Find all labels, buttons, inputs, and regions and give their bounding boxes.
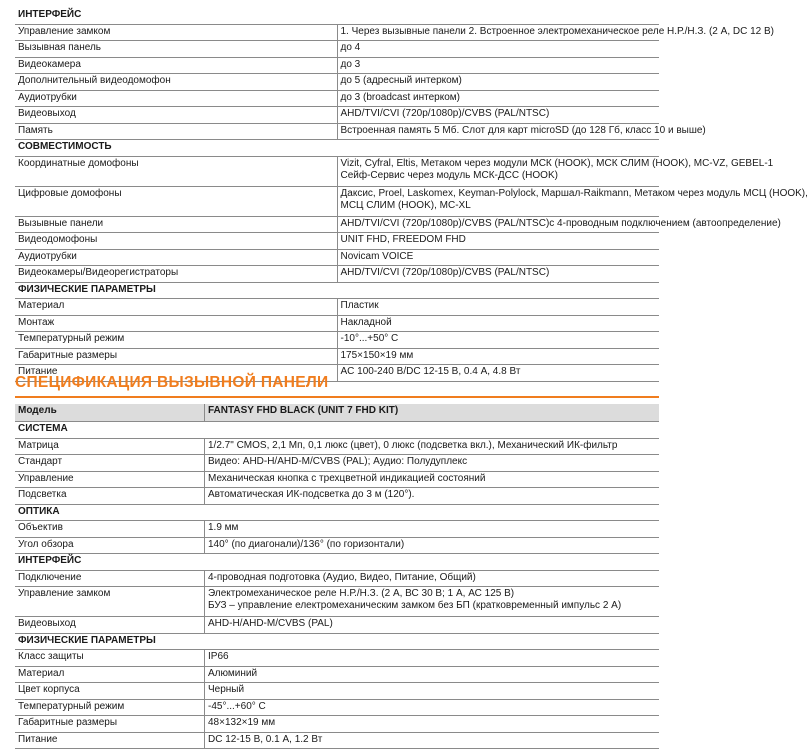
model-value: FANTASY FHD BLACK (UNIT 7 FHD KIT): [205, 404, 660, 422]
spec-value-line: -45°...+60° С: [208, 700, 266, 712]
spec-label: Аудиотрубки: [15, 90, 337, 107]
spec-row: [15, 438, 659, 455]
spec-label: Цифровые домофоны: [15, 186, 337, 216]
spec-row: [15, 315, 659, 332]
spec-label: Габаритные размеры: [15, 348, 337, 365]
spec-value-line: 4-проводная подготовка (Аудио, Видео, Питание, Общий): [208, 571, 476, 583]
spec-label: Видеокамеры/Видеорегистраторы: [15, 266, 337, 283]
spec-value-line: AHD/TVI/CVI (720p/1080p)/CVBS (PAL/NTSC)с 4-проводным подключением (автоопределение): [340, 217, 781, 229]
spec-value: [337, 186, 808, 216]
spec-row: [15, 74, 659, 91]
spec-row: [15, 233, 659, 250]
spec-label: Температурный режим: [15, 332, 337, 349]
spec-value: [205, 471, 660, 488]
spec-value: [205, 666, 660, 683]
spec-value-line: DC 12-15 В, 0.1 А, 1.2 Вт: [208, 733, 323, 745]
spec-value-line: 48×132×19 мм: [208, 717, 276, 728]
spec-label: Материал: [15, 666, 205, 683]
spec-value: [205, 683, 660, 700]
spec-value-line: Алюминий: [208, 667, 258, 679]
spec-value-line: МСЦ СЛИМ (HOOK), МС-XL: [340, 199, 471, 211]
spec-label: Питание: [15, 732, 205, 749]
spec-value: [337, 249, 659, 266]
model-row: [15, 404, 659, 422]
spec-row: [15, 666, 659, 683]
section-header-row: [15, 633, 659, 650]
spec-label: Память: [15, 123, 337, 140]
spec-row: [15, 488, 659, 505]
spec-label: Объектив: [15, 521, 205, 538]
spec-value: [337, 123, 706, 140]
spec-value-line: 175×150×19 мм: [340, 349, 414, 361]
section-title: СОВМЕСТИМОСТЬ: [15, 140, 659, 157]
spec-row: [15, 716, 659, 733]
spec-row: [15, 299, 659, 316]
spec-value-line: Электромеханическое реле Н.Р./Н.З. (2 А, ВС 30 В; 1 А, АС 125 В): [208, 588, 515, 599]
spec-value: [337, 74, 659, 91]
spec-value: [205, 587, 660, 617]
spec-value: [205, 570, 660, 587]
spec-row: [15, 332, 659, 349]
spec-value-line: Vizit, Cyfral, Eltis, Метаком через модули МСК (HOOK), МСК СЛИМ (HOOK), МС-VZ, GEBEL-1: [340, 157, 774, 169]
spec-value: [205, 455, 660, 472]
spec-value-line: AC 100-240 В/DC 12-15 В, 0.4 А, 4.8 Вт: [340, 366, 521, 377]
spec-label: Видеовыход: [15, 617, 205, 634]
spec-label: Управление замком: [15, 587, 205, 617]
spec-value-line: Механическая кнопка с трехцветной индикацией состояний: [208, 472, 486, 484]
spec-row: [15, 186, 659, 216]
spec-table-monitor: [15, 8, 808, 382]
spec-value-line: Встроенная память 5 Мб. Слот для карт microSD (до 128 Гб, класс 10 и выше): [340, 124, 706, 136]
spec-value-line: 1/2.7" CMOS, 2,1 Мп, 0,1 люкс (цвет), 0 люкс (подсветка вкл.), Механический ИК-фильтр: [208, 439, 618, 451]
spec-row: [15, 107, 659, 124]
spec-value: [337, 156, 774, 186]
spec-label: Подсветка: [15, 488, 205, 505]
spec-value-line: Novicam VOICE: [340, 250, 414, 262]
spec-value-line: 1.9 мм: [208, 522, 239, 533]
spec-value-line: Сейф-Сервис через модуль МСК-ДСС (HOOK): [340, 169, 558, 181]
spec-label: Аудиотрубки: [15, 249, 337, 266]
section-header-row: [15, 140, 659, 157]
spec-row: [15, 41, 659, 58]
spec-value-line: до 3 (broadcast интерком): [340, 91, 460, 103]
spec-label: Видеокамера: [15, 57, 337, 74]
spec-value: [205, 650, 660, 667]
spec-label: Видеовыход: [15, 107, 337, 124]
section-header-row: [15, 282, 659, 299]
section-heading: СПЕЦИФИКАЦИЯ ВЫЗЫВНОЙ ПАНЕЛИ: [15, 374, 329, 391]
spec-value-line: -10°...+50° С: [340, 333, 399, 344]
section-title: ИНТЕРФЕЙС: [15, 8, 659, 24]
spec-value-line: Пластик: [340, 300, 379, 311]
spec-row: [15, 348, 659, 365]
spec-label: Координатные домофоны: [15, 156, 337, 186]
spec-label: Угол обзора: [15, 537, 205, 554]
spec-value: [337, 315, 659, 332]
spec-label: Подключение: [15, 570, 205, 587]
spec-table-call-panel: [15, 404, 659, 749]
spec-label: Класс защиты: [15, 650, 205, 667]
spec-value: [205, 699, 660, 716]
spec-label: Материал: [15, 299, 337, 316]
spec-row: [15, 249, 659, 266]
spec-value-line: Черный: [208, 684, 245, 695]
spec-label: Вызывная панель: [15, 41, 337, 58]
spec-value-line: 140° (по диагонали)/136° (по горизонтали): [208, 538, 405, 550]
spec-value: [337, 41, 659, 58]
section-title: СИСТЕМА: [15, 422, 659, 439]
spec-value-line: Даксис, Proel, Laskomex, Keyman-Polylock, Маршал-Raikmann, Метаком через модуль МСЦ (HOOK),: [340, 187, 808, 199]
section-title: ФИЗИЧЕСКИЕ ПАРАМЕТРЫ: [15, 282, 659, 299]
spec-value-line: AHD/TVI/CVI (720p/1080p)/CVBS (PAL/NTSC): [340, 267, 550, 278]
spec-value: [337, 57, 659, 74]
spec-value: [205, 537, 660, 554]
spec-row: [15, 570, 659, 587]
section-title: ОПТИКА: [15, 504, 659, 521]
spec-value: [337, 266, 659, 283]
spec-value-line: 1. Через вызывные панели 2. Встроенное электромеханическое реле Н.Р./Н.З. (2 А, DC 12 В): [340, 25, 774, 37]
spec-row: [15, 123, 659, 140]
spec-value-line: БУЗ – управление електромеханическим замком без БП (кратковременный импульс 2 А): [208, 600, 622, 611]
spec-row: [15, 455, 659, 472]
spec-value-line: Видео: AHD-H/AHD-M/CVBS (PAL); Аудио: Полудуплекс: [208, 456, 468, 467]
spec-value: [205, 521, 660, 538]
spec-value-line: Автоматическая ИК-подсветка до 3 м (120°).: [208, 489, 415, 500]
spec-value-line: UNIT FHD, FREEDOM FHD: [340, 234, 466, 245]
spec-label: Габаритные размеры: [15, 716, 205, 733]
spec-row: [15, 24, 659, 41]
spec-value: [205, 488, 660, 505]
spec-label: Температурный режим: [15, 699, 205, 716]
spec-row: [15, 587, 659, 617]
spec-row: [15, 732, 659, 749]
section-header-row: [15, 504, 659, 521]
spec-label: Управление: [15, 471, 205, 488]
spec-value: [337, 233, 659, 250]
spec-label: Матрица: [15, 438, 205, 455]
spec-label: Стандарт: [15, 455, 205, 472]
spec-value: [205, 438, 660, 455]
spec-row: [15, 471, 659, 488]
spec-row: [15, 617, 659, 634]
spec-value: [337, 299, 659, 316]
spec-value: [337, 90, 659, 107]
spec-row: [15, 266, 659, 283]
spec-row: [15, 57, 659, 74]
spec-row: [15, 521, 659, 538]
section-title: ФИЗИЧЕСКИЕ ПАРАМЕТРЫ: [15, 633, 659, 650]
spec-value: [337, 332, 659, 349]
spec-label: Цвет корпуса: [15, 683, 205, 700]
spec-label: Управление замком: [15, 24, 337, 41]
spec-label: Питание: [15, 365, 337, 382]
section-header-row: [15, 554, 659, 571]
spec-row: [15, 537, 659, 554]
spec-row: [15, 216, 659, 233]
spec-row: [15, 699, 659, 716]
spec-value-line: до 5 (адресный интерком): [340, 75, 462, 86]
spec-value-line: AHD-H/AHD-M/CVBS (PAL): [208, 618, 333, 629]
spec-value: [205, 617, 660, 634]
spec-row: [15, 683, 659, 700]
spec-value: [205, 732, 660, 749]
spec-value-line: до 4: [340, 42, 361, 53]
section-header-row: [15, 8, 659, 24]
spec-value-line: до 3: [340, 58, 361, 70]
spec-value: [337, 216, 781, 233]
spec-label: Монтаж: [15, 315, 337, 332]
spec-row: [15, 156, 659, 186]
heading-underline: [15, 396, 659, 398]
section-header-row: [15, 422, 659, 439]
spec-value: [205, 716, 660, 733]
section-title: ИНТЕРФЕЙС: [15, 554, 659, 571]
spec-label: Вызывные панели: [15, 216, 337, 233]
spec-value: [337, 107, 659, 124]
spec-value: [337, 24, 774, 41]
model-label: Модель: [15, 404, 205, 422]
spec-value: [337, 348, 659, 365]
spec-value-line: AHD/TVI/CVI (720p/1080p)/CVBS (PAL/NTSC): [340, 108, 550, 119]
spec-value-line: IP66: [208, 651, 229, 662]
spec-value-line: Накладной: [340, 316, 392, 328]
spec-row: [15, 90, 659, 107]
spec-label: Видеодомофоны: [15, 233, 337, 250]
spec-row: [15, 650, 659, 667]
spec-label: Дополнительный видеодомофон: [15, 74, 337, 91]
